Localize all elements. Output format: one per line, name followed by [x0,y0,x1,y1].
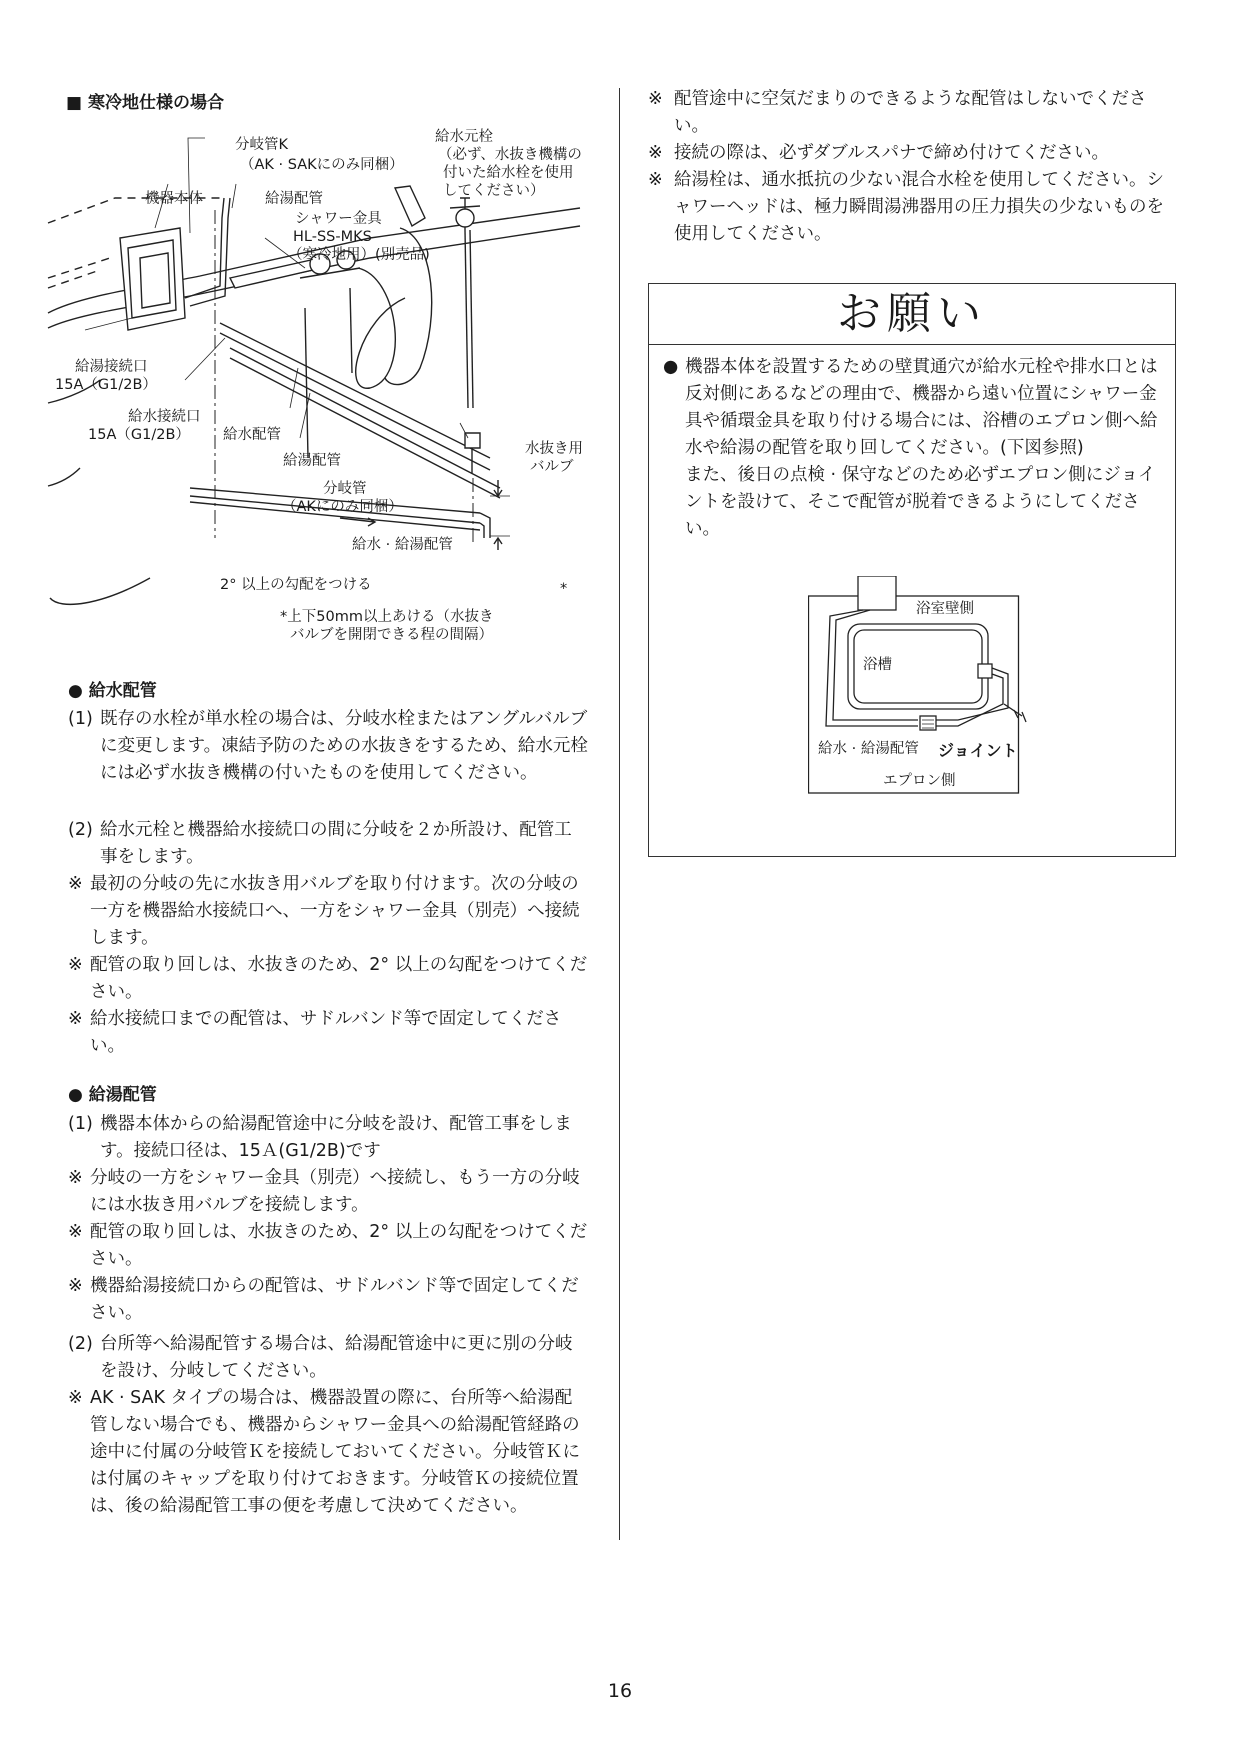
item-mark: ※ [68,1388,83,1408]
bathtub-piping-figure [808,576,1046,796]
label-bathtub: 浴槽 [863,657,892,673]
water-supply-heading-marker: ● [68,681,83,701]
item-text: 機器本体からの給湯配管途中に分岐を設け、配管工事をします。接続口径は、15Ａ(G1/2B)です [100,1114,572,1161]
label-apron-side: エプロン側 [883,773,956,789]
label-hot-port-size: 15A（G1/2B） [55,377,157,393]
section-title: 寒冷地仕様の場合 [87,93,224,113]
note-text: 接続の際は、必ずダブルスパナで締め付けてください。 [674,143,1110,163]
request-title: お願い [649,284,1175,345]
item-mark: (2) [68,1334,93,1354]
label-pipes: 給水 · 給湯配管 [818,741,919,757]
item-text: 分岐の一方をシャワー金具（別売）へ接続し、もう一方の分岐には水抜き用バルブを接続します。 [90,1168,580,1215]
label-branch-pipe-note: （AKにのみ同梱） [282,499,403,515]
item-text: 給水接続口までの配管は、サドルバンド等で固定してください。 [90,1009,562,1056]
water-supply-note-3 [68,1006,588,1060]
section-header [66,88,224,113]
item-text: 最初の分岐の先に水抜き用バルブを取り付けます。次の分岐の一方を機器給水接続口へ、一方をシャワー金具（別売）へ接続します。 [90,874,580,948]
water-supply-heading-text: 給水配管 [88,681,157,701]
section-marker: ■ [66,93,83,113]
hot-supply-note-1 [68,1165,588,1219]
water-supply-note-1 [68,871,588,952]
label-branch-k: 分岐管K [235,137,289,153]
request-para-1: 機器本体を設置するための壁貫通穴が給水元栓や排水口とは反対側にあるなどの理由で、機器から遠い位置にシャワー金具や循環金具を取り付ける場合には、浴槽のエプロン側へ給水や給湯の配管を取り回してください。(下図参照) [685,357,1158,458]
column-divider [619,88,620,1540]
hot-supply-note-4 [68,1385,588,1520]
water-supply-item-2 [68,817,588,871]
request-para-2: また、後日の点検 · 保守などのため必ずエプロン側にジョイントを設けて、そこで配管が脱着できるようにしてください。 [685,465,1156,539]
note-mark: ※ [648,170,663,190]
hot-supply-note-2 [68,1219,588,1273]
item-text: 機器給湯接続口からの配管は、サドルバンド等で固定してください。 [90,1276,579,1323]
note-text: 給湯栓は、通水抵抗の少ない混合水栓を使用してください。シャワーヘッドは、極力瞬間湯沸器用の圧力損失の少ないものを使用してください。 [674,170,1164,244]
label-gap-note1: *上下50mm以上あける（水抜き [280,609,494,625]
label-shower-note: （寒冷地用）(別売品) [288,247,430,263]
item-mark: ※ [68,1276,83,1296]
note-mark: ※ [648,89,663,109]
water-supply-item-1 [68,706,588,787]
note-mark: ※ [648,143,663,163]
item-mark: (2) [68,820,93,840]
item-mark: ※ [68,955,83,975]
water-supply-note-2 [68,952,588,1006]
note-text: 配管途中に空気だまりのできるような配管はしないでください。 [674,89,1147,136]
request-marker: ● [663,357,679,377]
hot-supply-item-1 [68,1111,588,1165]
label-water-main-note2: 付いた給水栓を使用 [443,165,574,181]
item-mark: ※ [68,1009,83,1029]
right-note-2 [648,140,1178,167]
label-water-main: 給水元栓 [435,129,493,145]
label-cold-port: 給水接続口 [128,409,201,425]
label-combined-pipe: 給水 · 給湯配管 [352,537,453,553]
label-slope: 2° 以上の勾配をつける [220,577,372,593]
label-shower-fitting: シャワー金具 [295,211,382,227]
label-drain-valve1: 水抜き用 [525,441,583,457]
request-body [663,354,1163,543]
item-mark: (1) [68,1114,93,1134]
item-text: 台所等へ給湯配管する場合は、給湯配管途中に更に別の分岐を設け、分岐してください。 [100,1334,573,1381]
label-cold-port-size: 15A（G1/2B） [88,427,190,443]
hot-supply-item-2 [68,1331,588,1385]
right-note-3 [648,167,1178,248]
label-branch-k-note: （AK · SAKにのみ同梱） [240,157,404,173]
item-mark: ※ [68,1222,83,1242]
item-mark: (1) [68,709,93,729]
item-text: 給水元栓と機器給水接続口の間に分岐を２か所設け、配管工事をします。 [100,820,572,867]
label-joint: ジョイント [938,741,1018,760]
label-hot-port: 給湯接続口 [75,359,148,375]
page-number: 16 [607,1680,633,1702]
label-drain-valve2: バルブ [530,459,574,475]
right-note-1 [648,86,1178,140]
label-shower-model: HL-SS-MKS [293,229,372,245]
item-text: 配管の取り回しは、水抜きのため、2° 以上の勾配をつけてください。 [90,955,588,1002]
label-branch-pipe: 分岐管 [323,481,367,497]
label-unit-body: 機器本体 [145,191,203,207]
item-mark: ※ [68,874,83,894]
label-cold-pipe: 給水配管 [223,427,281,443]
label-hot-pipe: 給湯配管 [283,453,341,469]
label-gap-note2: バルブを開閉できる程の間隔） [290,627,493,643]
label-water-main-note1: （必ず、水抜き機構の [438,147,582,163]
request-box [648,283,1176,857]
item-text: 配管の取り回しは、水抜きのため、2° 以上の勾配をつけてください。 [90,1222,588,1269]
label-water-main-note3: してください） [443,183,545,199]
item-mark: ※ [68,1168,83,1188]
label-wall-side: 浴室壁側 [916,601,974,617]
hot-supply-heading-text: 給湯配管 [88,1085,157,1105]
hot-supply-heading-marker: ● [68,1085,83,1105]
item-text: AK · SAK タイプの場合は、機器設置の際に、台所等へ給湯配管しない場合でも、機器からシャワー金具への給湯配管経路の途中に付属の分岐管Ｋを接続しておいてください。分岐管Ｋには付属のキャップを取り付けておきます。分岐管Ｋの接続位置は、後の給湯配管工事の便を考慮して決めてください。 [90,1388,580,1516]
water-supply-heading [68,676,157,701]
label-hot-pipe-top: 給湯配管 [265,191,323,207]
label-asterisk: * [560,581,568,597]
cold-region-piping-diagram [40,118,620,658]
item-text: 既存の水栓が単水栓の場合は、分岐水栓またはアングルバルブに変更します。凍結予防のための水抜きをするため、給水元栓には必ず水抜き機構の付いたものを使用してください。 [100,709,588,783]
hot-supply-note-3 [68,1273,588,1327]
hot-supply-heading [68,1080,157,1105]
